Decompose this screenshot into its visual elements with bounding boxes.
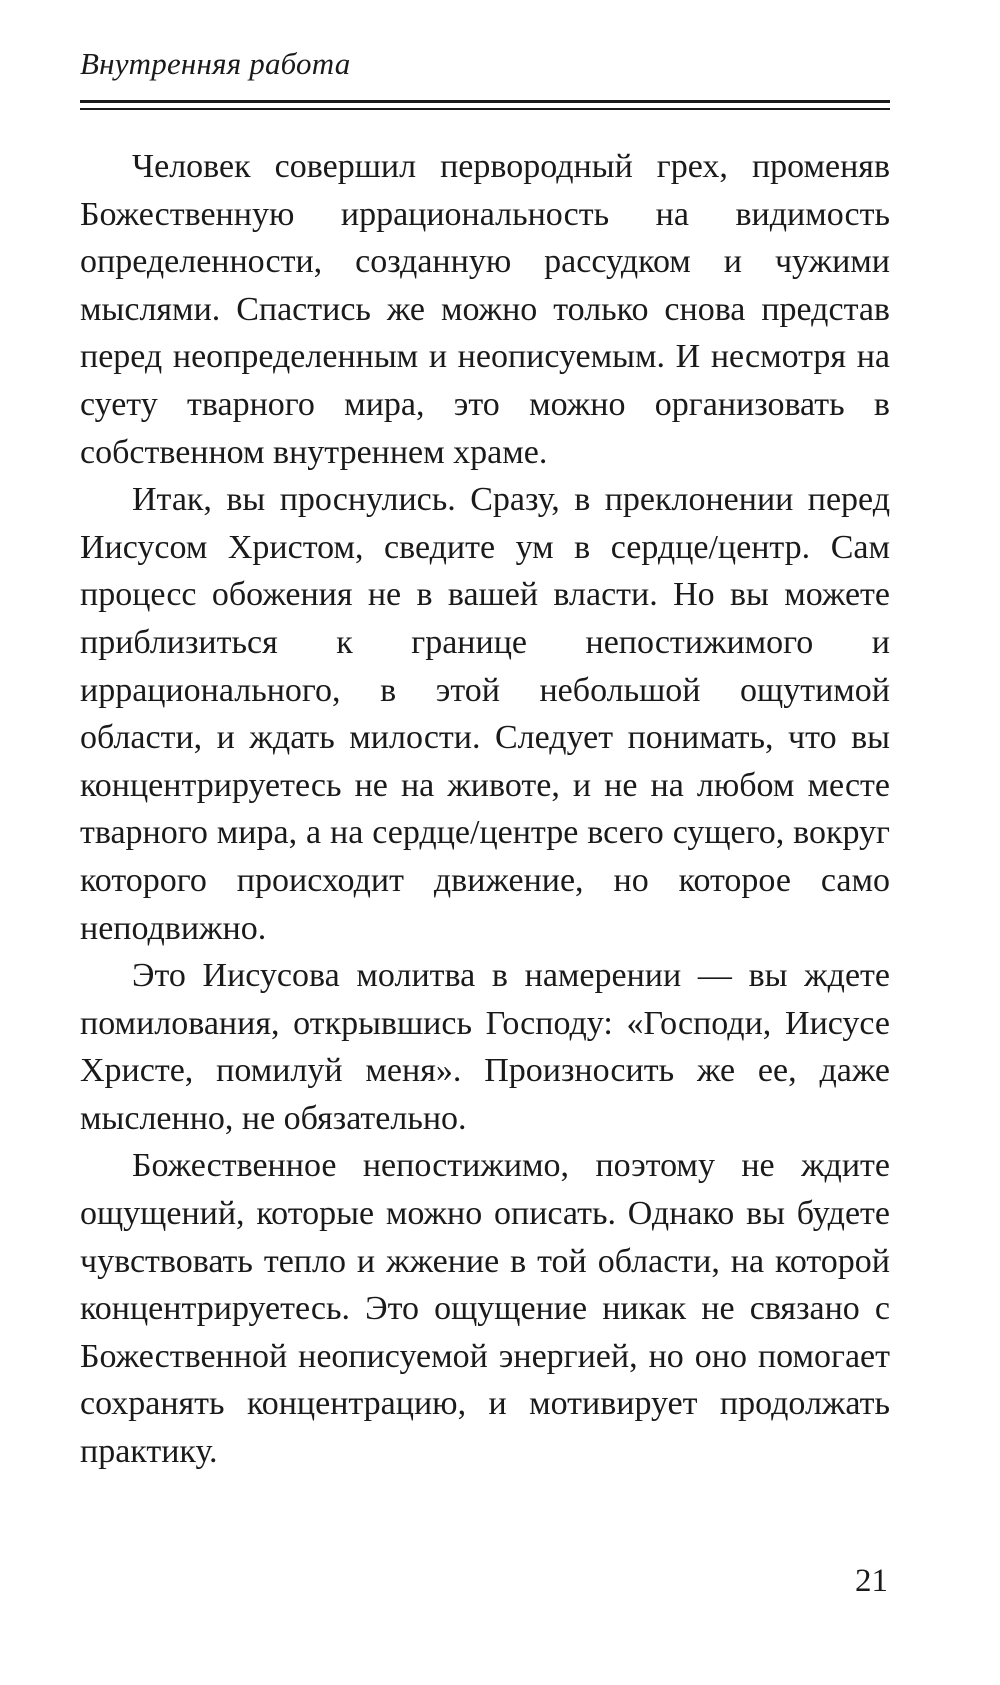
body-text: [80, 143, 890, 1476]
paragraph-1: Человек совершил первородный грех, променяв Божественную иррациональность на видимость определенности, созданную рассудком и чужими мыслями. Спастись же можно только снова представ перед неопределенным и неописуемым. И несмотря на суету тварного мира, это можно организовать в собственном внутреннем храме.: [80, 148, 890, 471]
header-rule-thin: [80, 108, 890, 110]
header-rule: [80, 100, 890, 103]
paragraph-3: Это Иисусова молитва в намерении — вы ждете помилования, открывшись Господу: «Господи, Иисусе Христе, помилуй меня». Произносить же ее, даже мысленно, не обязательно.: [80, 957, 890, 1137]
paragraph-4: Божественное непостижимо, поэтому не ждите ощущений, которые можно описать. Однако вы будете чувствовать тепло и жжение в той области, на которой концентрируетесь. Это ощущение никак не связано с Божественной неописуемой энергией, но оно помогает сохранять концентрацию, и мотивирует продолжать практику.: [80, 1147, 890, 1471]
running-head-title: Внутренняя работа: [80, 46, 351, 81]
page-number: 21: [855, 1563, 888, 1599]
paragraph-2: Итак, вы проснулись. Сразу, в преклонении перед Иисусом Христом, сведите ум в сердце/центр. Сам процесс обожения не в вашей власти. Но вы можете приблизиться к границе непостижимого и иррационального, в этой небольшой ощутимой области, и ждать милости. Следует понимать, что вы концентрируетесь не на животе, и не на любом месте тварного мира, а на сердце/центре всего сущего, вокруг которого происходит движение, но которое само неподвижно.: [80, 481, 890, 947]
